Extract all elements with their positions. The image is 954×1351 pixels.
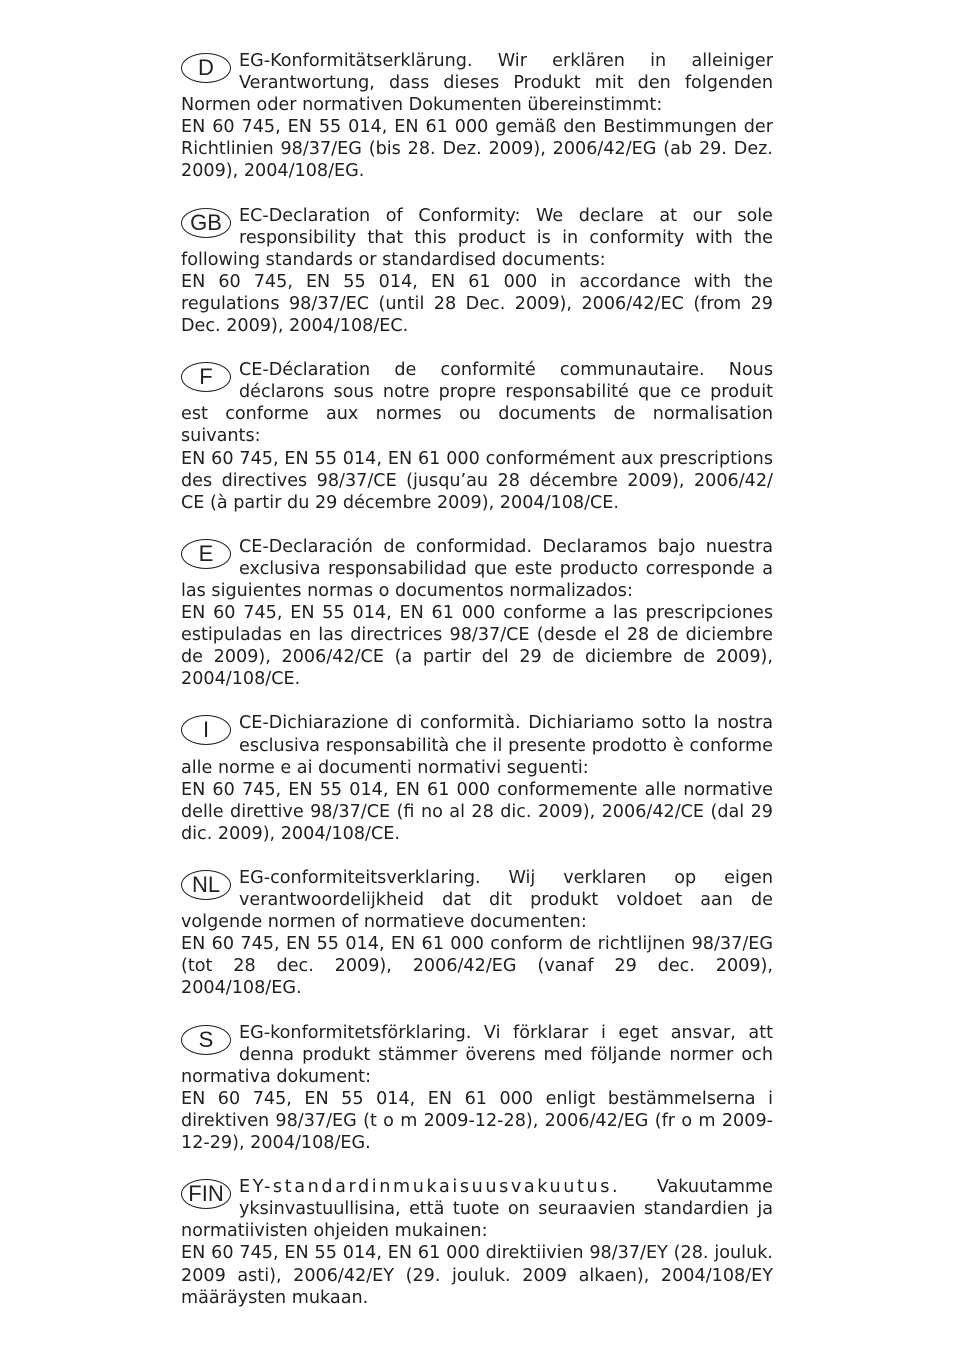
- declaration-page: [181, 50, 773, 1331]
- section-de: [181, 50, 773, 183]
- language-badge-fr: F: [181, 362, 231, 392]
- section-fr: [181, 359, 773, 514]
- section-se: [181, 1022, 773, 1155]
- standards-text-de: EN 60 745, EN 55 014, EN 61 000 gemäß den Bestimmungen der Richtlinien 98/37/EG (bis 28. Dez. 2009), 2006/42/EG (ab 29. Dez. 2009), 2004/108/EG.: [181, 117, 773, 182]
- standards-text-es: EN 60 745, EN 55 014, EN 61 000 conforme a las prescripciones estipuladas en las directrices 98/37/CE (desde el 28 de diciembre de 2009), 2006/42/CE (a partir del 29 de diciembre de 2009), 2004/108/CE.: [181, 603, 773, 690]
- language-badge-nl: NL: [181, 870, 231, 900]
- section-nl: [181, 867, 773, 1000]
- language-badge-it: I: [181, 715, 231, 745]
- language-badge-es: E: [181, 539, 231, 569]
- standards-text-fr: EN 60 745, EN 55 014, EN 61 000 conformément aux prescriptions des directives 98/37/CE (jusqu’au 28 décembre 2009), 2006/42/ CE (à partir du 29 décembre 2009), 2004/108/CE.: [181, 448, 773, 513]
- declaration-text-de: EG-Konformitätserklärung. Wir erklären in alleiniger Verantwortung, dass dieses Produkt mit den folgenden Normen oder normativen Dokumenten übereinstimmt:: [181, 51, 773, 116]
- declaration-text-se: EG-konformitetsförklaring. Vi förklarar i eget ansvar, att denna produkt stämmer överens med följande normer och normativa dokument:: [181, 1022, 773, 1087]
- declaration-heading-fi: EY-standardinmukaisuusvakuutus.: [239, 1177, 621, 1198]
- language-badge-fi: FIN: [181, 1179, 231, 1209]
- language-badge-se: S: [181, 1025, 231, 1055]
- declaration-text-fr: CE-Déclaration de conformité communautaire. Nous déclarons sous notre propre responsabilité que ce produit est conforme aux normes ou documents de normalisation suivants:: [181, 360, 773, 447]
- section-es: [181, 536, 773, 691]
- standards-text-fi: EN 60 745, EN 55 014, EN 61 000 direktiivien 98/37/EY (28. jouluk. 2009 asti), 2006/42/EY (29. jouluk. 2009 alkaen), 2004/108/EY määräysten mukaan.: [181, 1243, 773, 1308]
- standards-text-se: EN 60 745, EN 55 014, EN 61 000 enligt bestämmelserna i direktiven 98/37/EG (t o m 2009-12-28), 2006/42/EG (fr o m 2009-12-29), 2004/108/EG.: [181, 1088, 773, 1154]
- section-fi: [181, 1176, 773, 1309]
- declaration-text-it: CE-Dichiarazione di conformità. Dichiariamo sotto la nostra esclusiva responsabilità che il presente prodotto è conforme alle norme e ai documenti normativi seguenti:: [181, 713, 773, 778]
- section-it: [181, 712, 773, 845]
- declaration-text-gb: EC-Declaration of Conformity: We declare at our sole responsibility that this product is in conformity with the following standards or standardised documents:: [181, 205, 773, 270]
- standards-text-it: EN 60 745, EN 55 014, EN 61 000 conformemente alle normative delle direttive 98/37/CE (fi no al 28 dic. 2009), 2006/42/CE (dal 29 dic. 2009), 2004/108/CE.: [181, 779, 773, 844]
- declaration-text-es: CE-Declaración de conformidad. Declaramos bajo nuestra exclusiva responsabilidad que este producto corresponde a las siguientes normas o documentos normalizados:: [181, 536, 773, 601]
- declaration-text-fi: [181, 1176, 773, 1242]
- language-badge-gb: GB: [181, 208, 231, 238]
- section-gb: [181, 205, 773, 338]
- language-badge-de: D: [181, 53, 231, 83]
- declaration-text-nl: EG-conformiteitsverklaring. Wij verklaren op eigen verantwoordelijkheid dat dit produkt voldoet aan de volgende normen of normatieve documenten:: [181, 868, 773, 933]
- standards-text-nl: EN 60 745, EN 55 014, EN 61 000 conform de richtlijnen 98/37/EG (tot 28 dec. 2009), 2006/42/EG (vanaf 29 dec. 2009), 2004/108/EG.: [181, 934, 773, 999]
- declaration-body-fi: Vakuutamme yksinvastuullisina, että tuote on seuraavien standardien ja normatiivisten ohjeiden mukainen:: [181, 1177, 773, 1242]
- standards-text-gb: EN 60 745, EN 55 014, EN 61 000 in accordance with the regulations 98/37/EC (until 28 Dec. 2009), 2006/42/EC (from 29 Dec. 2009), 2004/108/EC.: [181, 271, 773, 337]
